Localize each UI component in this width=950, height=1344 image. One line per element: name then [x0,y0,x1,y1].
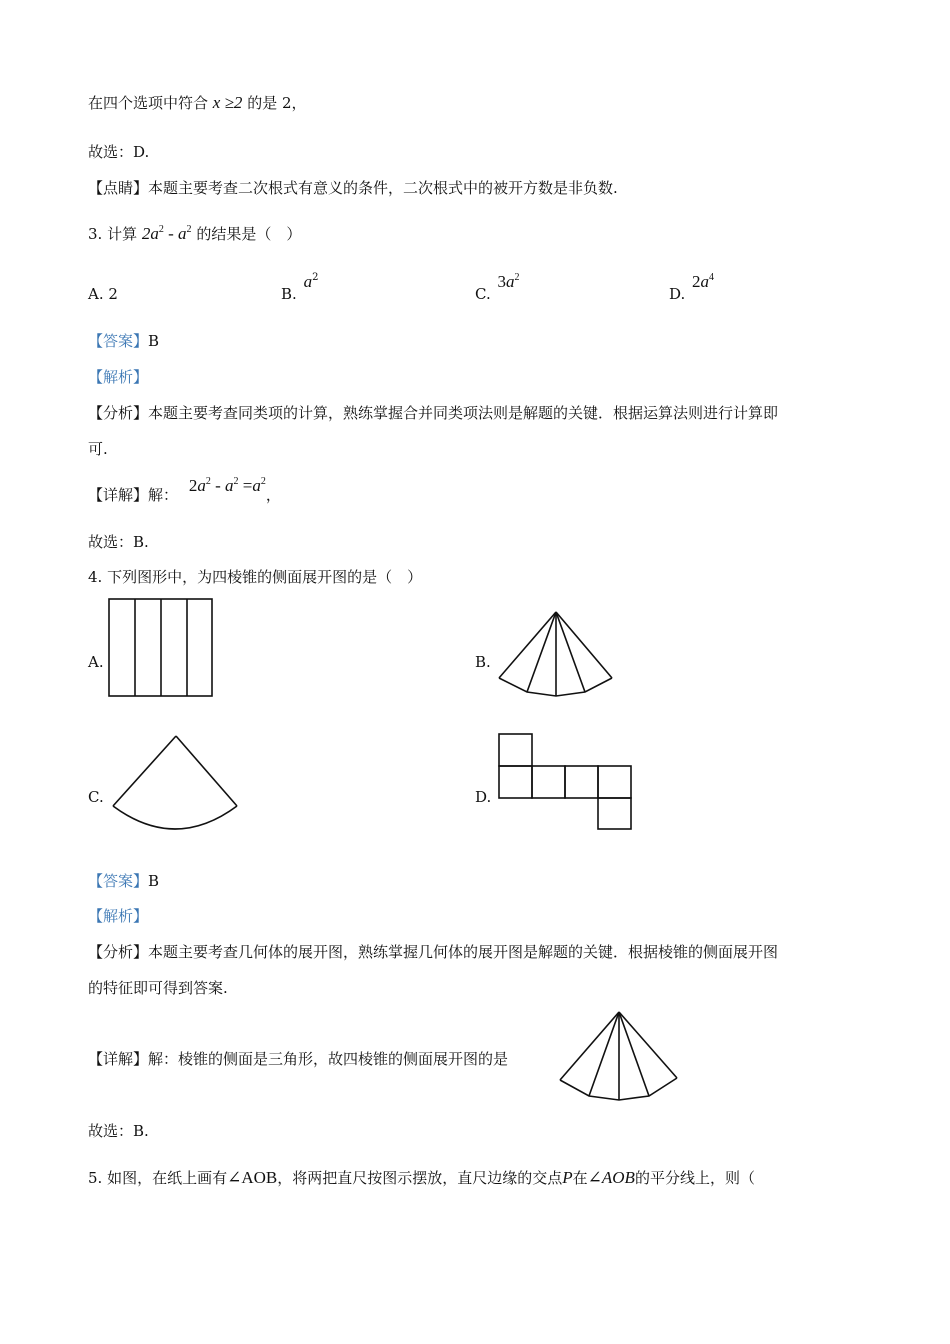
q3-stem-tail: 的结果是（ ） [196,225,302,243]
q4-figure-a-rectangles [108,598,214,698]
q4-option-d-label: D. [475,788,492,806]
math-inequality: x ≥2 [212,93,243,112]
q4-fenxi-cont: 的特征即可得到答案. [88,979,228,997]
q4-stem: 4. 下列图形中，为四棱锥的侧面展开图的是（ ） [88,568,423,586]
q3-stem [88,224,301,244]
q3-answer: 【答案】B [88,332,160,350]
q3-option-d: D. $2a^4$ [669,272,715,303]
q3-fenxi: 【分析】本题主要考查同类项的计算，熟练掌握合并同类项法则是解题的关键．根据运算法则进行计算即 [88,404,779,422]
q4-answer: 【答案】B [88,872,160,890]
q4-figure-b-triangle-fan [496,610,614,700]
q3-detail-equation: $2a^2 - a^2 =a^2$ [188,476,266,495]
text: 在四个选项中符合 [88,94,209,112]
q3-analysis-tag: 【解析】 [88,368,149,386]
prev-note [88,178,618,198]
q3-option-c: C. $3a^2$ [475,272,520,303]
q3-detail: 【详解】解： $2a^2 - a^2 =a^2$， [88,476,281,504]
q4-figure-d-cube-net [498,733,634,831]
q5-stem: 5. 如图，在纸上画有∠AOB，将两把直尺按图示摆放，直尺边缘的交点P在∠AOB的平分线上，则（ [88,1168,755,1187]
q4-option-b-label: B. [475,653,491,671]
text: 的是 2， [247,94,307,112]
note-tag: 【点睛】 [88,179,149,197]
q3-expression: $2a^2 - a^2$ [141,224,192,243]
angle-aob-2: ∠AOB [587,1168,635,1187]
point-p: P [562,1168,573,1187]
prev-conclusion-line [88,93,307,113]
q4-analysis-tag: 【解析】 [88,907,149,925]
q4-option-a-label: A. [88,653,104,671]
prev-choose: 故选：D. [88,143,150,161]
q4-choose: 故选：B. [88,1122,149,1140]
q4-detail: 【详解】解：棱锥的侧面是三角形，故四棱锥的侧面展开图的是 [88,1050,509,1068]
note-text: 本题主要考查二次根式有意义的条件，二次根式中的被开方数是非负数. [148,179,618,197]
q4-figure-c-sector [110,734,240,832]
q3-option-b: B. $a^2$ [281,272,319,303]
q4-fenxi: 【分析】本题主要考查几何体的展开图，熟练掌握几何体的展开图是解题的关键．根据棱锥的侧面展开图 [88,943,779,961]
angle-aob: ∠AOB [227,1168,278,1187]
q4-detail-figure-triangle-fan [557,1010,679,1102]
q3-fenxi-cont: 可. [88,440,108,458]
q3-option-a: A. 2 [88,285,118,303]
q3-stem-text: 3. 计算 [88,225,138,243]
q3-choose: 故选：B. [88,533,149,551]
q4-option-c-label: C. [88,788,104,806]
